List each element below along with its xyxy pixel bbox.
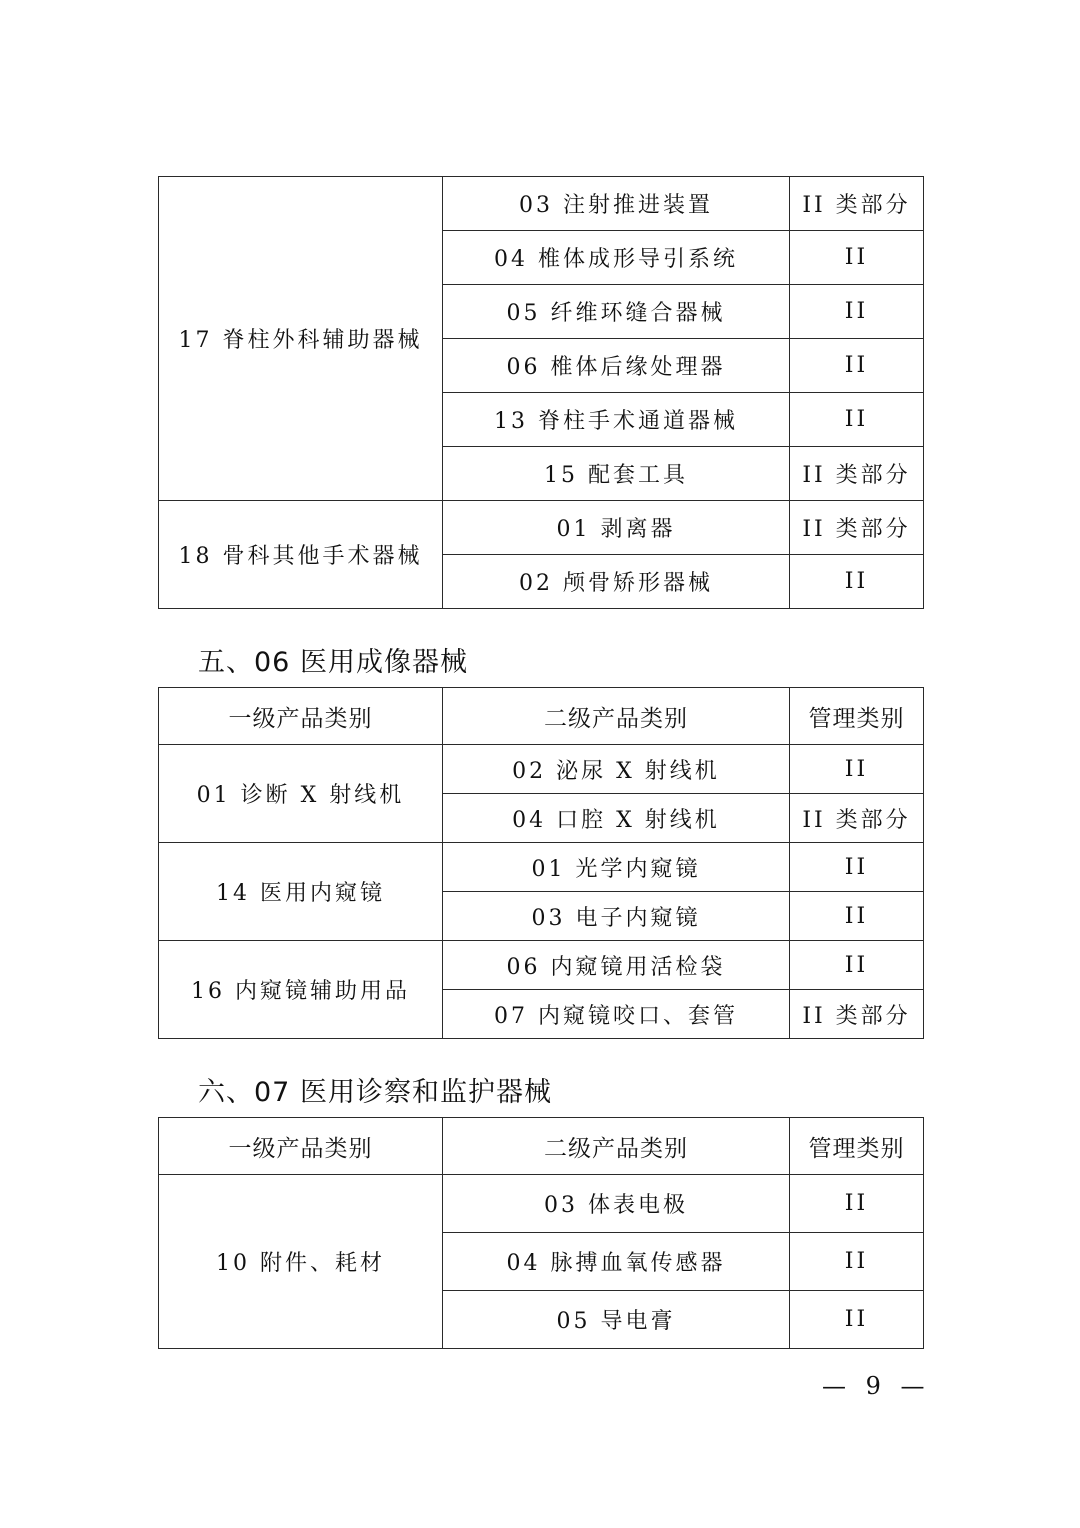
class-cell: II 类部分 <box>790 794 924 843</box>
class-cell: II 类部分 <box>790 447 924 501</box>
table-row <box>159 843 924 892</box>
class-cell: II <box>790 1175 924 1233</box>
table-spine-orthopedic <box>158 176 924 609</box>
subcategory-cell: 07 内窥镜咬口、套管 <box>443 990 790 1039</box>
class-cell: II <box>790 1291 924 1349</box>
subcategory-cell: 02 颅骨矫形器械 <box>443 555 790 609</box>
class-cell: II <box>790 941 924 990</box>
section-title-imaging: 五、06 医用成像器械 <box>198 647 468 678</box>
subcategory-cell: 04 脉搏血氧传感器 <box>443 1233 790 1291</box>
class-cell: II <box>790 843 924 892</box>
subcategory-cell: 06 内窥镜用活检袋 <box>443 941 790 990</box>
subcategory-cell: 05 纤维环缝合器械 <box>443 285 790 339</box>
subcategory-cell: 05 导电膏 <box>443 1291 790 1349</box>
category-cell: 01 诊断 X 射线机 <box>159 745 443 843</box>
class-cell: II <box>790 393 924 447</box>
header-management-class: 管理类别 <box>790 688 924 745</box>
header-secondary-category: 二级产品类别 <box>443 688 790 745</box>
class-cell: II 类部分 <box>790 501 924 555</box>
table-header-row <box>159 1118 924 1175</box>
table-row <box>159 1175 924 1233</box>
subcategory-cell: 03 电子内窥镜 <box>443 892 790 941</box>
table-diagnosis-monitoring <box>158 1117 924 1349</box>
subcategory-cell: 03 注射推进装置 <box>443 177 790 231</box>
page-number: — 9 — <box>822 1372 931 1400</box>
class-cell: II <box>790 1233 924 1291</box>
category-cell: 10 附件、耗材 <box>159 1175 443 1349</box>
header-management-class: 管理类别 <box>790 1118 924 1175</box>
subcategory-cell: 04 椎体成形导引系统 <box>443 231 790 285</box>
category-cell: 14 医用内窥镜 <box>159 843 443 941</box>
subcategory-cell: 02 泌尿 X 射线机 <box>443 745 790 794</box>
table-row <box>159 941 924 990</box>
class-cell: II <box>790 555 924 609</box>
table-header-row <box>159 688 924 745</box>
subcategory-cell: 04 口腔 X 射线机 <box>443 794 790 843</box>
class-cell: II <box>790 339 924 393</box>
table-row <box>159 501 924 555</box>
header-primary-category: 一级产品类别 <box>159 688 443 745</box>
subcategory-cell: 06 椎体后缘处理器 <box>443 339 790 393</box>
header-secondary-category: 二级产品类别 <box>443 1118 790 1175</box>
class-cell: II <box>790 745 924 794</box>
category-cell: 18 骨科其他手术器械 <box>159 501 443 609</box>
class-cell: II 类部分 <box>790 990 924 1039</box>
class-cell: II 类部分 <box>790 177 924 231</box>
table-row <box>159 177 924 231</box>
subcategory-cell: 01 剥离器 <box>443 501 790 555</box>
table-imaging <box>158 687 924 1039</box>
table-row <box>159 745 924 794</box>
class-cell: II <box>790 285 924 339</box>
subcategory-cell: 03 体表电极 <box>443 1175 790 1233</box>
subcategory-cell: 13 脊柱手术通道器械 <box>443 393 790 447</box>
subcategory-cell: 15 配套工具 <box>443 447 790 501</box>
subcategory-cell: 01 光学内窥镜 <box>443 843 790 892</box>
header-primary-category: 一级产品类别 <box>159 1118 443 1175</box>
class-cell: II <box>790 231 924 285</box>
class-cell: II <box>790 892 924 941</box>
category-cell: 17 脊柱外科辅助器械 <box>159 177 443 501</box>
section-title-diagnosis-monitoring: 六、07 医用诊察和监护器械 <box>198 1077 552 1108</box>
category-cell: 16 内窥镜辅助用品 <box>159 941 443 1039</box>
